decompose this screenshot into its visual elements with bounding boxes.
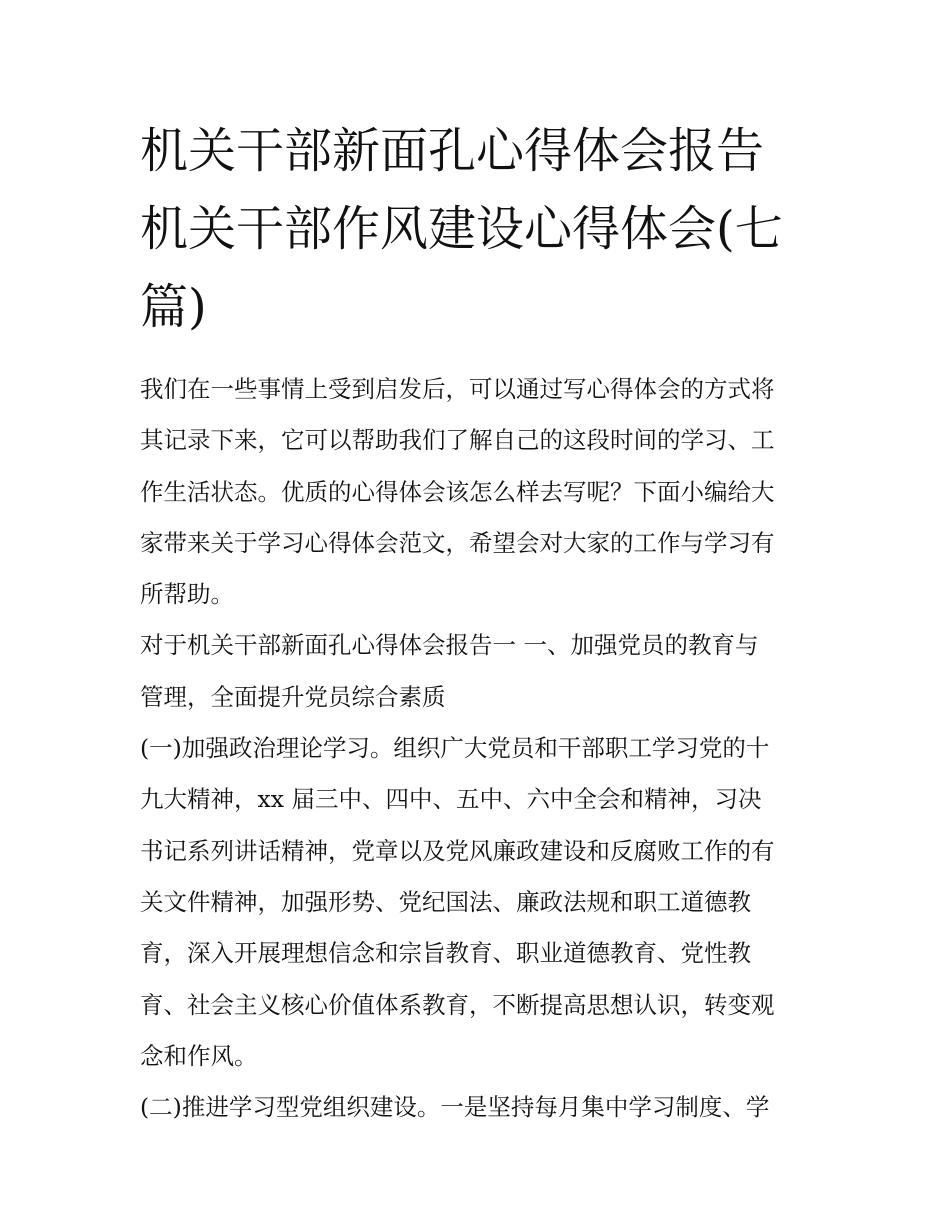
- text-line: 关文件精神，加强形势、党纪国法、廉政法规和职工道德教: [140, 887, 751, 916]
- text-line: 九大精神，xx 届三中、四中、五中、六中全会和精神，习决: [140, 785, 762, 814]
- body-paragraph: [140, 723, 812, 1082]
- section-heading-paragraph: [140, 620, 812, 723]
- text-line: 书记系列讲话精神，党章以及党风廉政建设和反腐败工作的有: [140, 836, 775, 865]
- text-line: (一)加强政治理论学习。组织广大党员和干部职工学习党的十: [140, 734, 770, 763]
- text-line: 作生活状态。优质的心得体会该怎么样去写呢？下面小编给大: [140, 477, 775, 506]
- text-line: 所帮助。: [140, 580, 234, 609]
- document-title: [140, 112, 812, 346]
- text-line: 对于机关干部新面孔心得体会报告一 一、加强党员的教育与: [140, 631, 759, 660]
- title-line: 机关干部作风建设心得体会(七: [140, 201, 783, 257]
- text-line: 育，深入开展理想信念和宗旨教育、职业道德教育、党性教: [140, 939, 751, 968]
- intro-paragraph: [140, 364, 812, 620]
- document-page: [140, 112, 812, 1133]
- text-line: 管理，全面提升党员综合素质: [140, 682, 446, 711]
- text-line: 家带来关于学习心得体会范文，希望会对大家的工作与学习有: [140, 528, 775, 557]
- text-line: 念和作风。: [140, 1041, 258, 1070]
- text-line: 其记录下来，它可以帮助我们了解自己的这段时间的学习、工: [140, 426, 775, 455]
- body-paragraph: [140, 1082, 812, 1133]
- text-line: 育、社会主义核心价值体系教育，不断提高思想认识，转变观: [140, 990, 775, 1019]
- text-line: (二)推进学习型党组织建设。一是坚持每月集中学习制度、学: [140, 1093, 770, 1122]
- title-line: 篇): [140, 279, 207, 335]
- text-line: 我们在一些事情上受到启发后，可以通过写心得体会的方式将: [140, 375, 775, 403]
- title-line: 机关干部新面孔心得体会报告: [140, 123, 765, 179]
